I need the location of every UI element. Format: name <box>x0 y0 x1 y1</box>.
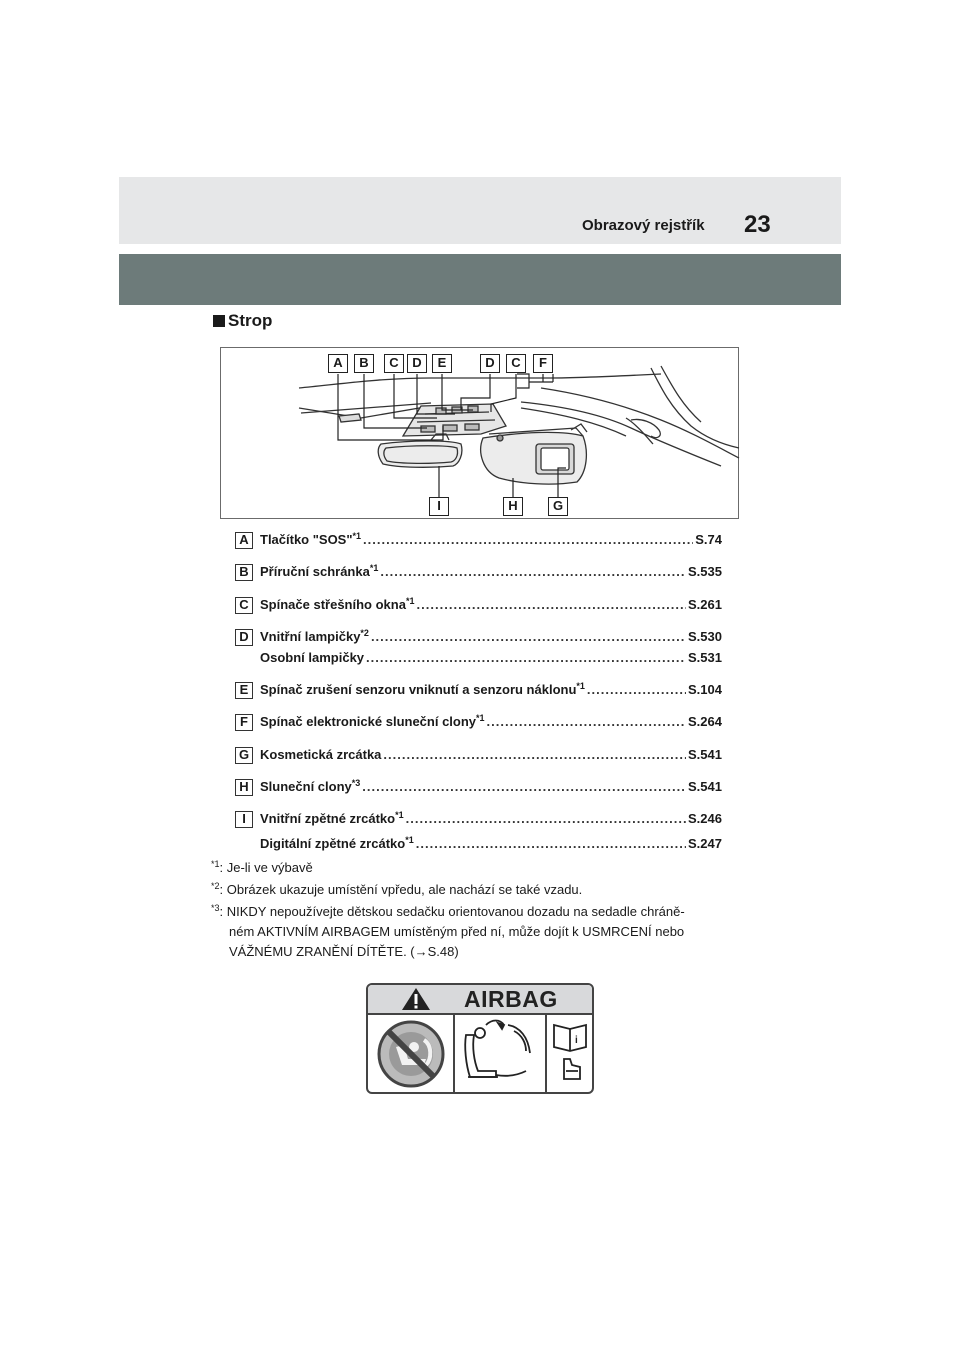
entry-row <box>260 747 722 765</box>
footnote: $^{*3}$: NIKDY nepoužívejte dětskou sedačku orientovanou dozadu na sedadle chráně- <box>211 903 685 919</box>
entry-row <box>260 629 722 647</box>
figure-label-c: C <box>384 354 404 373</box>
entry-row <box>260 836 722 854</box>
svg-text:i: i <box>575 1035 578 1046</box>
dot-leader <box>371 629 686 644</box>
entry-row <box>260 779 722 797</box>
entry-page-ref: S.104 <box>688 682 722 697</box>
entry-text: Sluneční clony$^{*3}$ <box>260 778 361 794</box>
entry-marker-h: H <box>235 779 253 796</box>
entry-page-ref: S.246 <box>688 811 722 826</box>
ceiling-illustration <box>221 348 740 520</box>
section-bullet-icon <box>213 315 225 327</box>
dot-leader <box>362 779 686 794</box>
entry-marker-f: F <box>235 714 253 731</box>
entry-row <box>260 714 722 732</box>
entry-text: Tlačítko "SOS"$^{*1}$ <box>260 531 362 547</box>
footnote: $^{*2}$: Obrázek ukazuje umístění vpředu, ale nachází se také vzadu. <box>211 881 583 897</box>
dot-leader <box>366 650 686 665</box>
entry-marker-i: I <box>235 811 253 828</box>
figure-label-a: A <box>328 354 348 373</box>
figure-label-d-2: D <box>480 354 500 373</box>
figure-label-c-2: C <box>506 354 526 373</box>
no-rear-facing-seat-icon <box>379 1022 443 1086</box>
entry-page-ref: S.261 <box>688 597 722 612</box>
entry-row <box>260 682 722 700</box>
footnote-continuation: ném AKTIVNÍM AIRBAGEM umístěným před ní, může dojít k USMRCENÍ nebo <box>229 924 685 939</box>
entry-text: Vnitřní lampičky$^{*2}$ <box>260 628 369 644</box>
figure-label-g: G <box>548 497 568 516</box>
entry-marker-e: E <box>235 682 253 699</box>
entry-row <box>260 597 722 615</box>
entry-marker-c: C <box>235 597 253 614</box>
entry-text: Vnitřní zpětné zrcátko$^{*1}$ <box>260 810 404 826</box>
entry-text: Příruční schránka$^{*1}$ <box>260 563 379 579</box>
figure-label-h: H <box>503 497 523 516</box>
entry-marker-a: A <box>235 532 253 549</box>
section-banner <box>119 254 841 305</box>
entry-text: Spínače střešního okna$^{*1}$ <box>260 596 415 612</box>
entry-marker-g: G <box>235 747 253 764</box>
entry-text: Osobní lampičky <box>260 650 365 665</box>
entry-page-ref: S.531 <box>688 650 722 665</box>
dot-leader <box>587 682 686 697</box>
entry-page-ref: S.530 <box>688 629 722 644</box>
figure-label-i: I <box>429 497 449 516</box>
airbag-label-text: AIRBAG <box>464 986 558 1012</box>
dot-leader <box>383 747 686 762</box>
page-number: 23 <box>744 211 771 238</box>
ceiling-figure <box>220 347 739 519</box>
entry-page-ref: S.74 <box>695 532 722 547</box>
figure-label-d: D <box>407 354 427 373</box>
dot-leader <box>416 836 686 851</box>
entry-page-ref: S.541 <box>688 747 722 762</box>
airbag-warning-label <box>366 983 594 1094</box>
footnote-continuation: VÁŽNÉMU ZRANĚNÍ DÍTĚTE. (→S.48) <box>229 944 459 959</box>
header-bar <box>119 177 841 244</box>
warning-triangle-icon <box>402 988 430 1010</box>
entry-page-ref: S.247 <box>688 836 722 851</box>
footnote: $^{*1}$: Je-li ve výbavě <box>211 859 313 875</box>
entry-row <box>260 811 722 829</box>
entry-row <box>260 564 722 582</box>
entry-page-ref: S.264 <box>688 714 722 729</box>
dot-leader <box>487 714 686 729</box>
entry-marker-b: B <box>235 564 253 581</box>
read-manual-icon <box>554 1025 586 1079</box>
dot-leader <box>380 564 686 579</box>
dot-leader <box>406 811 686 826</box>
entry-page-ref: S.535 <box>688 564 722 579</box>
entry-row <box>260 650 722 668</box>
seat-airbag-icon <box>465 1021 530 1078</box>
figure-label-f: F <box>533 354 553 373</box>
section-title <box>213 311 272 331</box>
entry-text: Digitální zpětné zrcátko$^{*1}$ <box>260 835 414 851</box>
dot-leader <box>416 597 686 612</box>
entry-text: Kosmetická zrcátka <box>260 747 382 762</box>
entry-row <box>260 532 722 550</box>
figure-label-b: B <box>354 354 374 373</box>
dot-leader <box>363 532 693 547</box>
entry-page-ref: S.541 <box>688 779 722 794</box>
entry-marker-d: D <box>235 629 253 646</box>
entry-text: Spínač elektronické sluneční clony$^{*1}$ <box>260 713 485 729</box>
section-title-text: Strop <box>228 311 273 330</box>
entry-text: Spínač zrušení senzoru vniknutí a senzoru náklonu$^{*1}$ <box>260 681 585 697</box>
page-header-title: Obrazový rejstřík <box>582 217 705 234</box>
figure-label-e: E <box>432 354 452 373</box>
